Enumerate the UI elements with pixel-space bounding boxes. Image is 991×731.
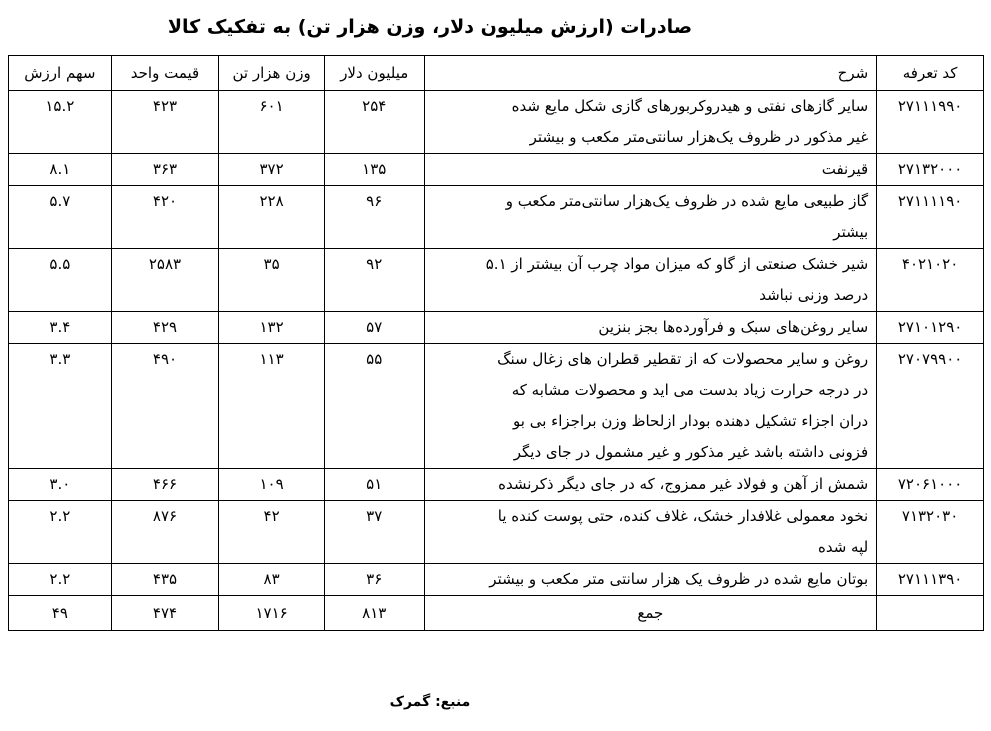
unit-price: ۴۹۰: [111, 344, 219, 469]
value-share: ۲.۲: [9, 564, 112, 596]
header-value-share: سهم ارزش: [9, 56, 112, 91]
header-row: [9, 56, 984, 91]
tariff-code: ۷۱۳۲۰۳۰: [877, 501, 984, 564]
total-weight: ۱۷۱۶: [219, 596, 325, 631]
weight: ۱۱۳: [219, 344, 325, 469]
description-line: گاز طبیعی مایع شده در ظروف یک‌هزار سانتی‌متر مکعب و: [505, 192, 869, 210]
weight: ۲۲۸: [219, 186, 325, 249]
million-dollar: ۵۵: [324, 344, 424, 469]
header-unit-price: قیمت واحد: [111, 56, 219, 91]
description-line: غیر مذکور در ظروف یک‌هزار سانتی‌متر مکعب و بیشتر: [529, 128, 869, 146]
description-line: دران اجزاء تشکیل دهنده بودار ازلحاظ وزن براجزاء بی بو: [513, 412, 869, 430]
table-row: [9, 91, 984, 154]
description-line: درصد وزنی نباشد: [759, 286, 869, 304]
table-row: [9, 501, 984, 564]
header-description: شرح: [424, 56, 877, 91]
unit-price: ۲۵۸۳: [111, 249, 219, 312]
table-row: [9, 154, 984, 186]
description-cell: [424, 469, 877, 501]
table-row: [9, 249, 984, 312]
tariff-code: ۲۷۱۳۲۰۰۰: [877, 154, 984, 186]
value-share: ۸.۱: [9, 154, 112, 186]
table-row: [9, 312, 984, 344]
description-line: سایر گازهای نفتی و هیدروکربورهای گازی شکل مایع شده: [511, 97, 869, 115]
header-weight: وزن هزار تن: [219, 56, 325, 91]
million-dollar: ۵۱: [324, 469, 424, 501]
description-cell: [424, 186, 877, 249]
total-label: جمع: [424, 596, 877, 631]
weight: ۶۰۱: [219, 91, 325, 154]
tariff-code: ۴۰۲۱۰۲۰: [877, 249, 984, 312]
value-share: ۲.۲: [9, 501, 112, 564]
weight: ۳۵: [219, 249, 325, 312]
weight: ۴۲: [219, 501, 325, 564]
tariff-code: ۷۲۰۶۱۰۰۰: [877, 469, 984, 501]
description-line: بیشتر: [833, 223, 869, 241]
source-note: منبع: گمرک: [389, 694, 471, 710]
value-share: ۵.۷: [9, 186, 112, 249]
table-row: [9, 564, 984, 596]
million-dollar: ۳۷: [324, 501, 424, 564]
description-cell: [424, 344, 877, 469]
value-share: ۳.۳: [9, 344, 112, 469]
description-cell: [424, 91, 877, 154]
description-line: قیرنفت: [821, 160, 869, 178]
description-cell: [424, 249, 877, 312]
unit-price: ۴۲۰: [111, 186, 219, 249]
million-dollar: ۵۷: [324, 312, 424, 344]
weight: ۳۷۲: [219, 154, 325, 186]
million-dollar: ۹۶: [324, 186, 424, 249]
total-row: [9, 596, 984, 631]
description-line: شیر خشک صنعتی از گاو که میزان مواد چرب آن بیشتر از ۵.۱: [485, 255, 869, 273]
tariff-code: ۲۷۱۰۱۲۹۰: [877, 312, 984, 344]
weight: ۱۰۹: [219, 469, 325, 501]
value-share: ۳.۴: [9, 312, 112, 344]
value-share: ۳.۰: [9, 469, 112, 501]
value-share: ۱۵.۲: [9, 91, 112, 154]
description-line: شمش از آهن و فولاد غیر ممزوج، که در جای دیگر ذکرنشده: [498, 475, 869, 493]
total-code: [877, 596, 984, 631]
header-code: کد تعرفه: [877, 56, 984, 91]
description-cell: [424, 501, 877, 564]
table-row: [9, 344, 984, 469]
table-row: [9, 469, 984, 501]
weight: ۱۳۲: [219, 312, 325, 344]
unit-price: ۴۶۶: [111, 469, 219, 501]
million-dollar: ۱۳۵: [324, 154, 424, 186]
header-million-dollar: میلیون دلار: [324, 56, 424, 91]
table-row: [9, 186, 984, 249]
tariff-code: ۲۷۱۱۱۹۹۰: [877, 91, 984, 154]
weight: ۸۳: [219, 564, 325, 596]
description-line: در درجه حرارت زیاد بدست می اید و محصولات مشابه که: [511, 381, 869, 399]
total-unit-price: ۴۷۴: [111, 596, 219, 631]
description-line: لپه شده: [817, 538, 869, 556]
description-line: بوتان مایع شده در ظروف یک هزار سانتی متر مکعب و بیشتر: [489, 570, 869, 588]
tariff-code: ۲۷۱۱۱۳۹۰: [877, 564, 984, 596]
million-dollar: ۹۲: [324, 249, 424, 312]
unit-price: ۴۲۳: [111, 91, 219, 154]
value-share: ۵.۵: [9, 249, 112, 312]
description-cell: [424, 154, 877, 186]
tariff-code: ۲۷۱۱۱۱۹۰: [877, 186, 984, 249]
unit-price: ۳۶۳: [111, 154, 219, 186]
million-dollar: ۳۶: [324, 564, 424, 596]
description-line: فزونی داشته باشد غیر مذکور و غیر مشمول در جای دیگر: [513, 443, 869, 461]
description-cell: [424, 312, 877, 344]
total-value-share: ۴۹: [9, 596, 112, 631]
description-line: نخود معمولی غلافدار خشک، غلاف کنده، حتی پوست کنده یا: [497, 507, 869, 525]
unit-price: ۸۷۶: [111, 501, 219, 564]
exports-table: [8, 55, 984, 631]
tariff-code: ۲۷۰۷۹۹۰۰: [877, 344, 984, 469]
unit-price: ۴۲۹: [111, 312, 219, 344]
description-cell: [424, 564, 877, 596]
description-line: روغن و سایر محصولات که از تقطیر قطران های زغال سنگ: [497, 350, 869, 368]
million-dollar: ۲۵۴: [324, 91, 424, 154]
unit-price: ۴۳۵: [111, 564, 219, 596]
description-line: سایر روغن‌های سبک و فرآورده‌ها بجز بنزین: [598, 318, 869, 336]
total-million-dollar: ۸۱۳: [324, 596, 424, 631]
table-title: صادرات (ارزش میلیون دلار، وزن هزار تن) به تفکیک کالا: [167, 16, 693, 38]
